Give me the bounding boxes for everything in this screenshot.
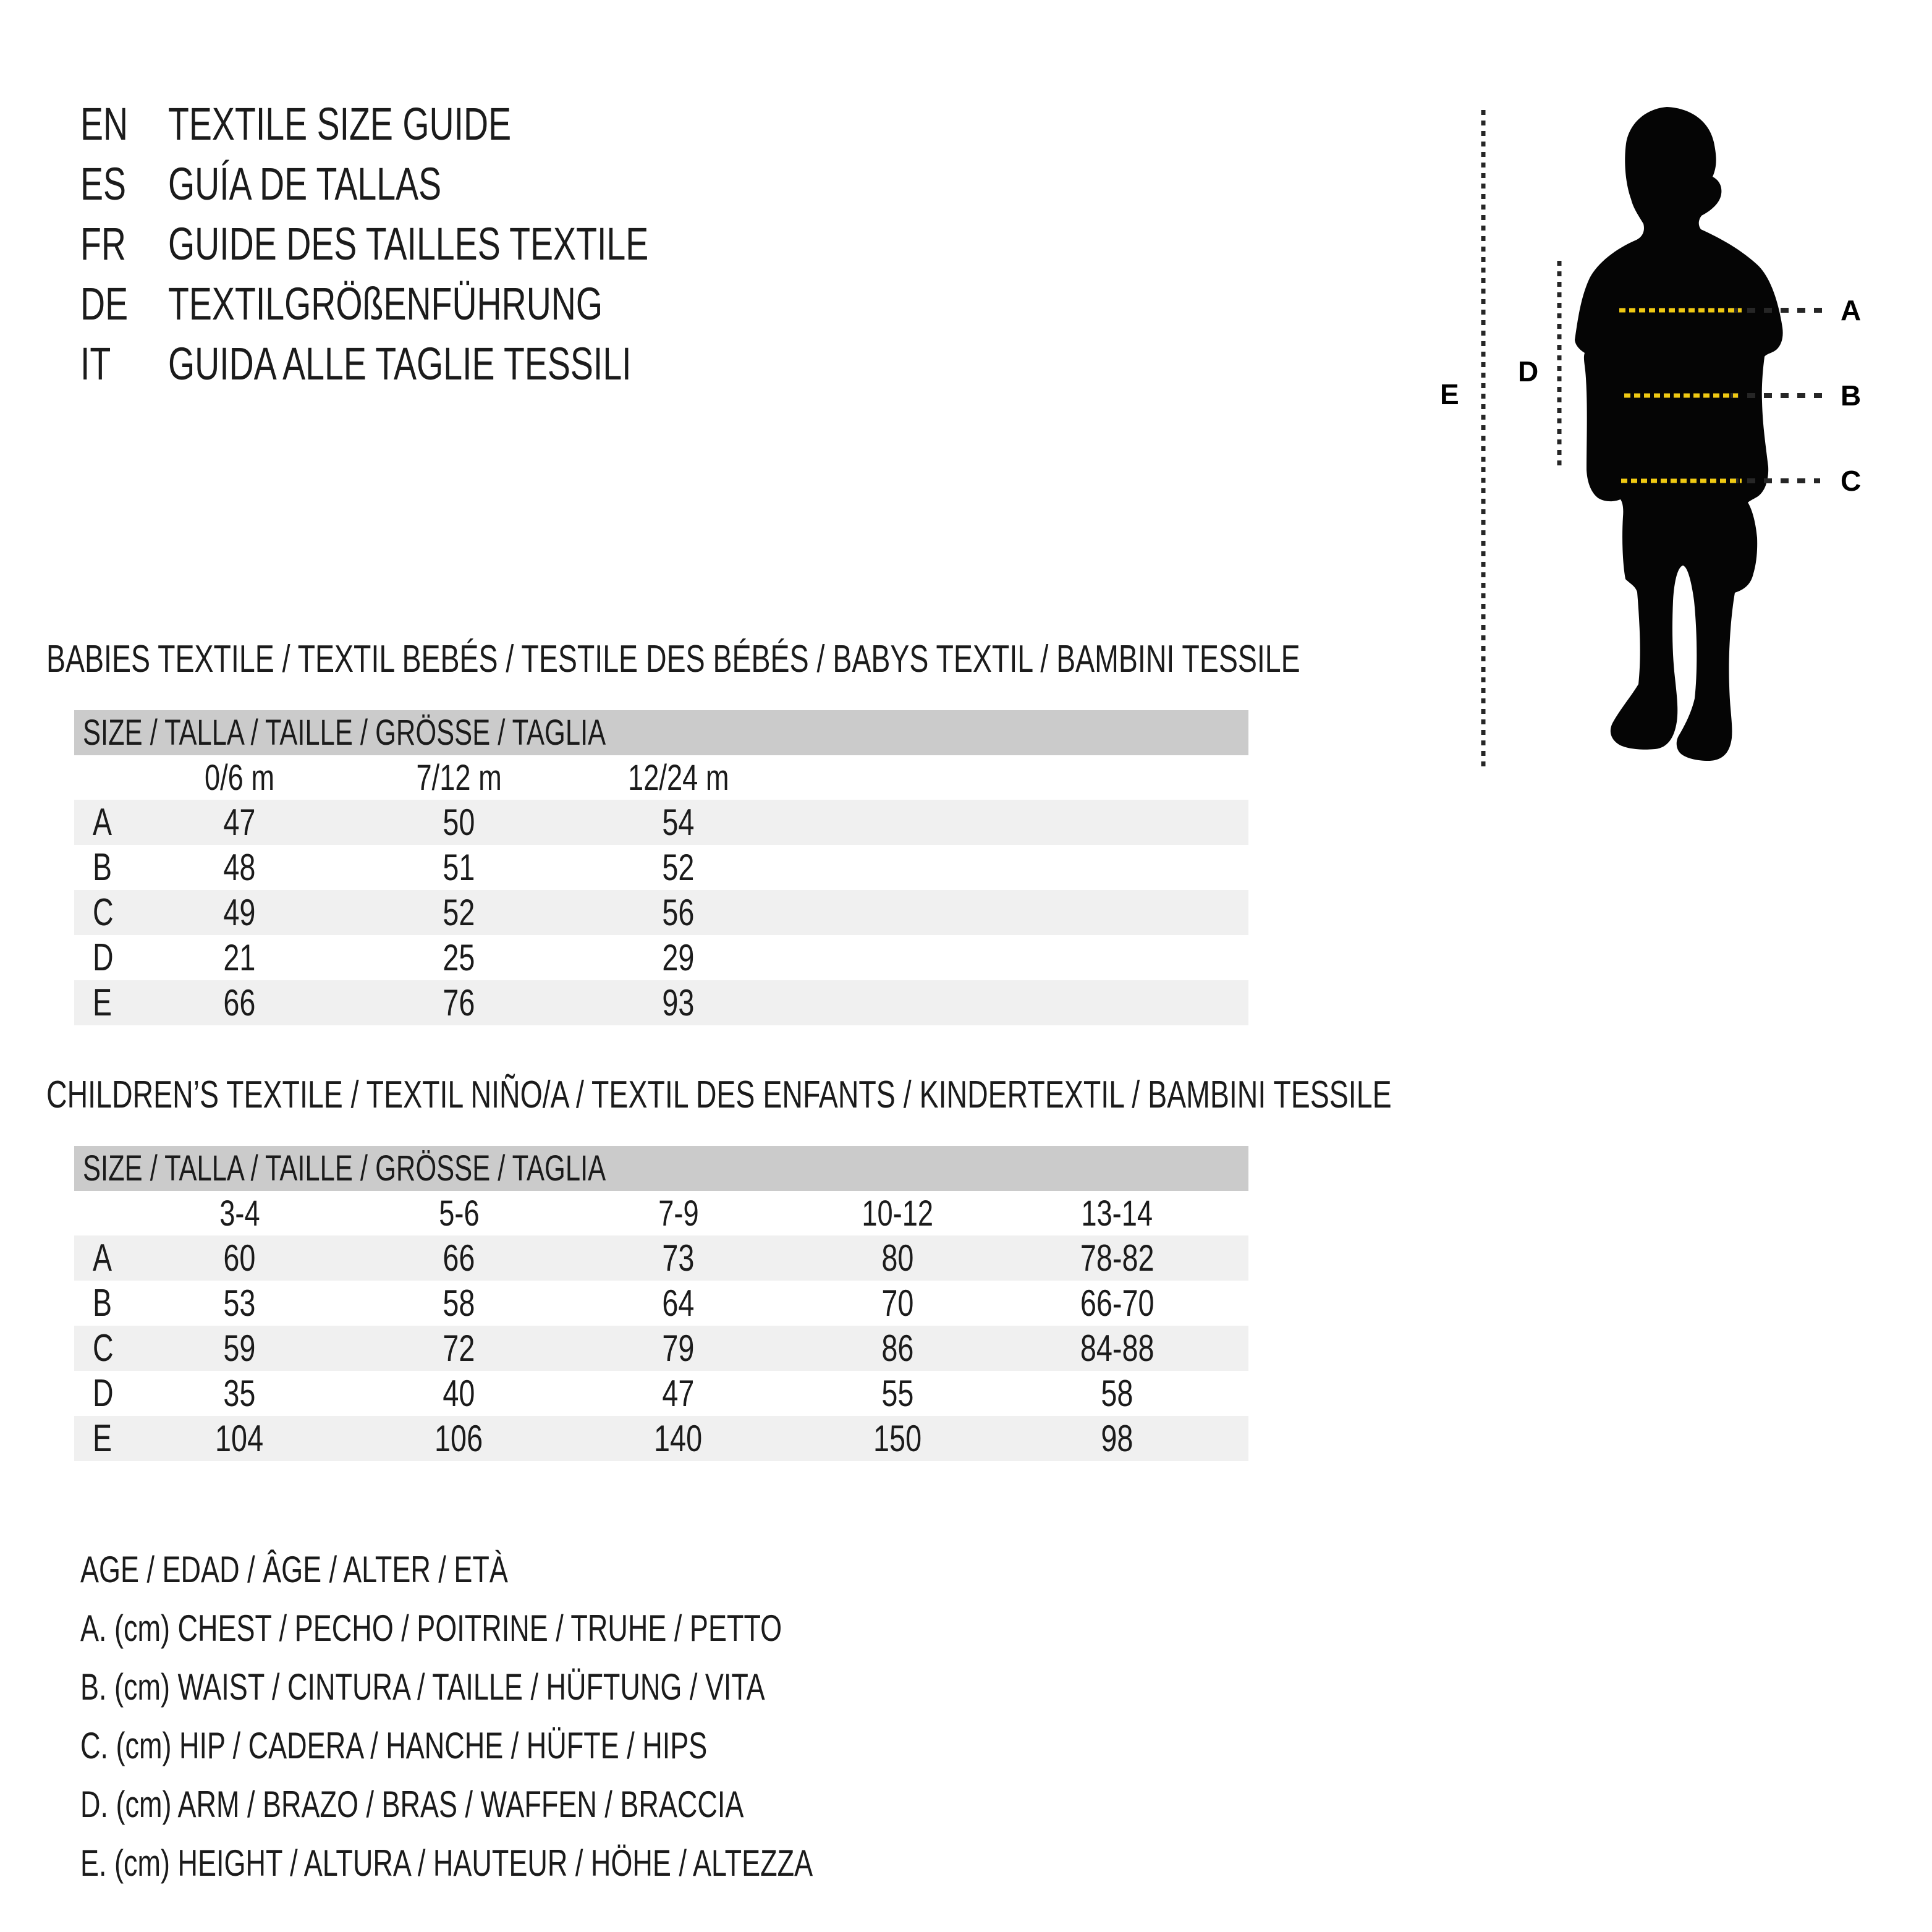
lang-code-es: ES <box>80 158 127 210</box>
figure-label-arm: D <box>1518 355 1539 388</box>
value-cell: 53 <box>223 1282 256 1324</box>
value-cell: 50 <box>443 802 475 843</box>
children-row-D <box>74 1371 1248 1416</box>
value-cell: 66 <box>223 982 256 1023</box>
legend-waist-row: B. (cm) WAIST / CINTURA / TAILLE / HÜFTUNG / VITA <box>80 1666 765 1708</box>
lang-title-de: TEXTILGRÖßENFÜHRUNG <box>168 278 603 329</box>
value-cell: 49 <box>223 892 256 933</box>
value-cell: 70 <box>881 1282 914 1324</box>
children-row-C <box>74 1326 1248 1371</box>
row-label: C <box>93 891 114 934</box>
value-cell: 54 <box>662 802 695 843</box>
legend-chest-row: A. (cm) CHEST / PECHO / POITRINE / TRUHE / PETTO <box>80 1608 782 1649</box>
row-label: E <box>93 981 112 1024</box>
children-col-header: 13-14 <box>1081 1193 1153 1234</box>
children-section-title <box>46 1074 1840 1117</box>
babies-size-header-bar <box>74 710 1248 755</box>
value-cell: 47 <box>223 802 256 843</box>
row-label: B <box>93 846 112 889</box>
value-cell: 84-88 <box>1080 1328 1155 1369</box>
legend-hip-row: C. (cm) HIP / CADERA / HANCHE / HÜFTE / HIPS <box>80 1725 708 1766</box>
lang-title-es: GUÍA DE TALLAS <box>168 158 442 210</box>
babies-section-title <box>46 638 1718 681</box>
babies-col-header: 7/12 m <box>416 757 502 798</box>
children-row-E <box>74 1416 1248 1461</box>
children-size-header-bar <box>74 1146 1248 1191</box>
measurement-legend <box>80 1540 1057 1892</box>
lang-title-it: GUIDA ALLE TAGLIE TESSILI <box>168 338 632 389</box>
babies-section-title-text: BABIES TEXTILE / TEXTIL BEBÉS / TESTILE DES BÉBÉS / BABYS TEXTIL / BAMBINI TESSILE <box>46 638 1300 680</box>
value-cell: 56 <box>662 892 695 933</box>
row-label: A <box>93 1237 112 1279</box>
lang-code-it: IT <box>80 338 111 389</box>
value-cell: 47 <box>662 1373 695 1414</box>
lang-code-en: EN <box>80 98 129 150</box>
value-cell: 25 <box>443 937 475 978</box>
babies-col-header: 0/6 m <box>204 757 275 798</box>
value-cell: 98 <box>1101 1418 1133 1459</box>
value-cell: 64 <box>662 1282 695 1324</box>
babies-row-A <box>74 800 1248 845</box>
legend-age-row: AGE / EDAD / ÂGE / ALTER / ETÀ <box>80 1549 508 1590</box>
value-cell: 58 <box>443 1282 475 1324</box>
children-section-title-text: CHILDREN’S TEXTILE / TEXTIL NIÑO/A / TEXTIL DES ENFANTS / KINDERTEXTIL / BAMBINI TESSILE <box>46 1074 1392 1116</box>
value-cell: 60 <box>223 1237 256 1279</box>
value-cell: 29 <box>662 937 695 978</box>
children-size-table <box>74 1146 1248 1461</box>
value-cell: 79 <box>662 1328 695 1369</box>
legend-height-row: E. (cm) HEIGHT / ALTURA / HAUTEUR / HÖHE / ALTEZZA <box>80 1842 813 1884</box>
row-label: D <box>93 1372 114 1415</box>
value-cell: 48 <box>223 847 256 888</box>
value-cell: 106 <box>434 1418 483 1459</box>
value-cell: 40 <box>443 1373 475 1414</box>
figure-label-height: E <box>1440 378 1459 410</box>
babies-size-table <box>74 710 1248 1025</box>
figure-label-waist: B <box>1841 379 1862 412</box>
children-col-header: 10-12 <box>862 1193 934 1234</box>
children-col-header: 7-9 <box>658 1193 699 1234</box>
children-col-header: 3-4 <box>219 1193 260 1234</box>
babies-row-D <box>74 935 1248 980</box>
value-cell: 58 <box>1101 1373 1133 1414</box>
figure-label-hip: C <box>1841 465 1862 497</box>
children-row-A <box>74 1235 1248 1281</box>
row-label: B <box>93 1282 112 1324</box>
children-row-B <box>74 1281 1248 1326</box>
value-cell: 52 <box>662 847 695 888</box>
children-col-header: 5-6 <box>438 1193 480 1234</box>
lang-row-es <box>80 154 808 214</box>
value-cell: 86 <box>881 1328 914 1369</box>
value-cell: 80 <box>881 1237 914 1279</box>
value-cell: 72 <box>443 1328 475 1369</box>
value-cell: 140 <box>654 1418 703 1459</box>
babies-row-E <box>74 980 1248 1025</box>
value-cell: 78-82 <box>1080 1237 1155 1279</box>
value-cell: 35 <box>223 1373 256 1414</box>
measurement-figure <box>1409 87 1879 803</box>
value-cell: 21 <box>223 937 256 978</box>
value-cell: 76 <box>443 982 475 1023</box>
lang-row-de <box>80 274 808 334</box>
row-label: C <box>93 1327 114 1370</box>
value-cell: 104 <box>215 1418 264 1459</box>
value-cell: 150 <box>873 1418 922 1459</box>
babies-column-header-row <box>74 755 1248 800</box>
value-cell: 73 <box>662 1237 695 1279</box>
value-cell: 66-70 <box>1080 1282 1155 1324</box>
value-cell: 59 <box>223 1328 256 1369</box>
lang-row-it <box>80 334 808 394</box>
figure-label-chest: A <box>1841 294 1862 326</box>
row-label: A <box>93 801 112 844</box>
babies-size-header-text: SIZE / TALLA / TAILLE / GRÖSSE / TAGLIA <box>83 713 606 753</box>
lang-title-fr: GUIDE DES TAILLES TEXTILE <box>168 218 649 269</box>
babies-row-B <box>74 845 1248 890</box>
babies-row-C <box>74 890 1248 935</box>
row-label: D <box>93 936 114 979</box>
lang-row-fr <box>80 214 808 274</box>
legend-arm-row: D. (cm) ARM / BRAZO / BRAS / WAFFEN / BRACCIA <box>80 1784 744 1825</box>
value-cell: 51 <box>443 847 475 888</box>
lang-code-fr: FR <box>80 218 126 269</box>
language-title-block <box>80 94 808 394</box>
children-column-header-row <box>74 1191 1248 1235</box>
value-cell: 52 <box>443 892 475 933</box>
children-size-header-text: SIZE / TALLA / TAILLE / GRÖSSE / TAGLIA <box>83 1148 606 1188</box>
babies-col-header: 12/24 m <box>627 757 729 798</box>
lang-row-en <box>80 94 808 154</box>
value-cell: 66 <box>443 1237 475 1279</box>
value-cell: 55 <box>881 1373 914 1414</box>
lang-title-en: TEXTILE SIZE GUIDE <box>168 98 512 150</box>
value-cell: 93 <box>662 982 695 1023</box>
child-figure-svg <box>1409 87 1879 803</box>
row-label: E <box>93 1417 112 1460</box>
lang-code-de: DE <box>80 278 129 329</box>
